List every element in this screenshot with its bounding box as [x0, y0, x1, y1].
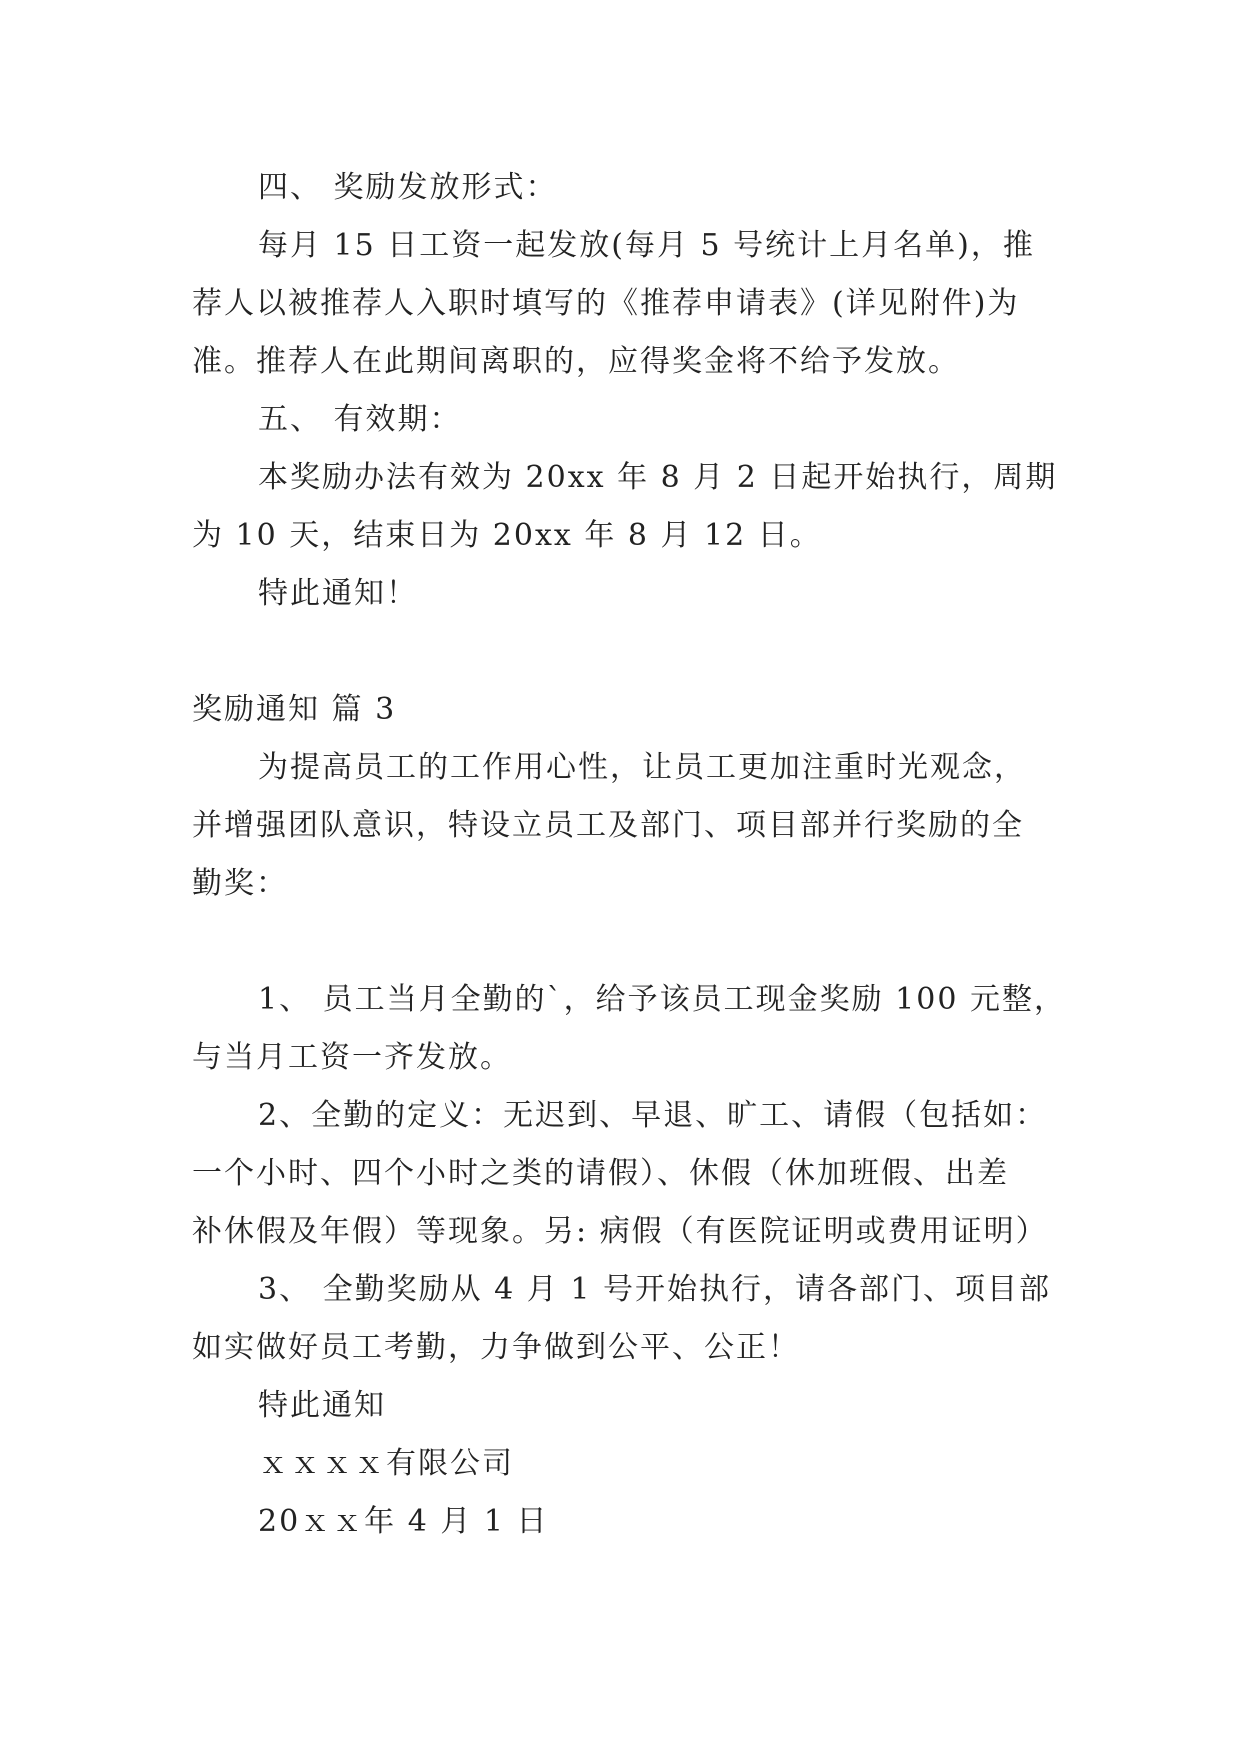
paragraph-line: 荐人以被推荐人入职时填写的《推荐申请表》(详见附件)为	[192, 286, 1020, 321]
paragraph-line: 与当月工资一齐发放。	[192, 1040, 512, 1075]
paragraph-line: 准。推荐人在此期间离职的，应得奖金将不给予发放。	[192, 344, 960, 379]
paragraph-line: 为提高员工的工作用心性，让员工更加注重时光观念，	[258, 750, 1026, 785]
paragraph-line: 为 10 天，结束日为 20xx 年 8 月 12 日。	[192, 518, 822, 553]
company-signature: ｘｘｘｘ有限公司	[258, 1446, 514, 1481]
paragraph-line: 勤奖：	[192, 866, 288, 901]
list-item-1: 1、 员工当月全勤的`，给予该员工现金奖励 100 元整，	[258, 982, 1066, 1017]
paragraph-line: 如实做好员工考勤，力争做到公平、公正！	[192, 1330, 800, 1365]
paragraph-line: 并增强团队意识，特设立员工及部门、项目部并行奖励的全	[192, 808, 1024, 843]
closing-notice: 特此通知！	[258, 576, 418, 611]
signature-date: 20ｘｘ年 4 月 1 日	[258, 1504, 549, 1539]
paragraph-line: 补休假及年假）等现象。另: 病假（有医院证明或费用证明）	[192, 1214, 1048, 1249]
list-item-2: 2、全勤的定义：无迟到、早退、旷工、请假（包括如：	[258, 1098, 1048, 1133]
section-heading-reward-form: 四、 奖励发放形式：	[258, 170, 558, 205]
closing-notice: 特此通知	[258, 1388, 386, 1423]
paragraph-line: 每月 15 日工资一起发放(每月 5 号统计上月名单)，推	[258, 228, 1035, 263]
paragraph-line: 本奖励办法有效为 20xx 年 8 月 2 日起开始执行，周期	[258, 460, 1058, 495]
article-title: 奖励通知 篇 3	[192, 692, 397, 727]
section-heading-validity: 五、 有效期：	[258, 402, 462, 437]
paragraph-line: 一个小时、四个小时之类的请假）、休假（休加班假、出差	[192, 1156, 1009, 1191]
list-item-3: 3、 全勤奖励从 4 月 1 号开始执行，请各部门、项目部	[258, 1272, 1051, 1307]
